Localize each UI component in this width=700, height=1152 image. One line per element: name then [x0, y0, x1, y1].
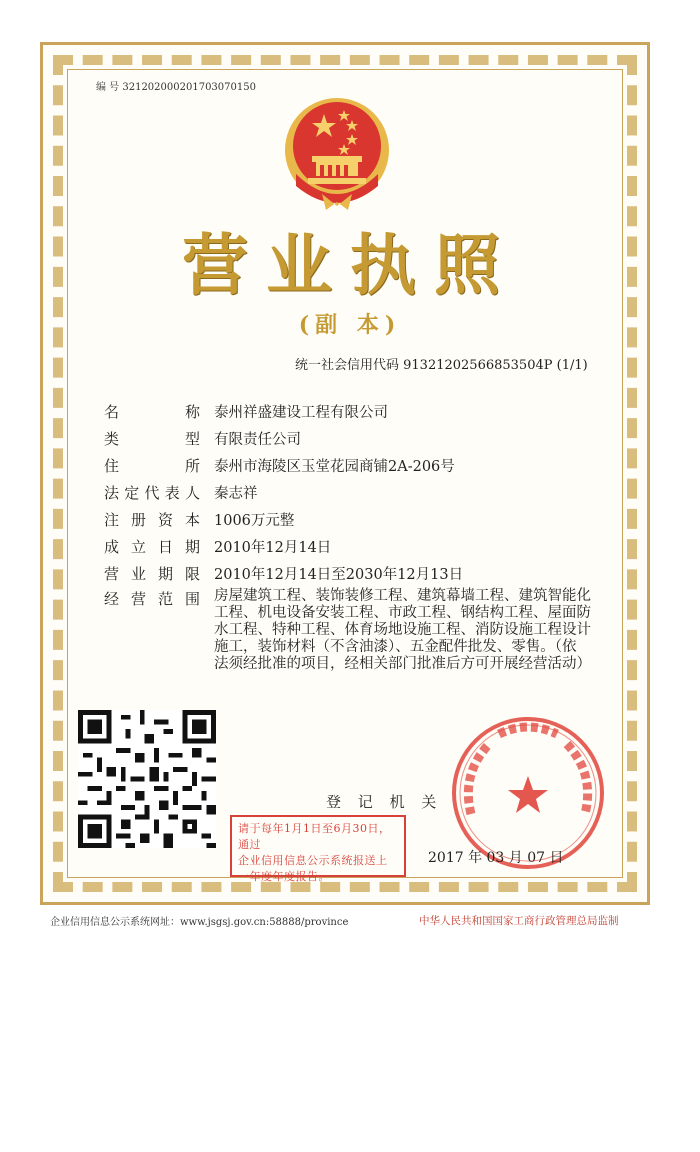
footer-issuer: 中华人民共和国国家工商行政管理总局监制 — [419, 915, 619, 927]
field-label-term: 营业期限 — [104, 565, 200, 583]
field-value-legal-rep: 秦志祥 — [214, 486, 258, 502]
scope-line: 工程、机电设备安装工程、市政工程、钢结构工程、屋面防 — [214, 605, 591, 621]
field-value-capital: 1006万元整 — [214, 513, 295, 529]
notice-line: 请于每年1月1日至6月30日，通过 — [238, 822, 391, 851]
field-value-type: 有限责任公司 — [214, 432, 301, 448]
scope-line: 水工程、特种工程、体育场地设施工程、消防设施工程设计 — [214, 622, 591, 638]
scope-line: 法须经批准的项目，经相关部门批准后方可开展经营活动） — [214, 656, 591, 672]
qr-code-icon[interactable] — [78, 710, 216, 848]
notice-line: 一年度年度报告。 — [238, 870, 330, 883]
national-emblem-icon — [282, 94, 392, 212]
issue-date: 2017 年 03 月 07 日 — [428, 850, 564, 866]
annual-report-notice-stamp — [230, 815, 406, 883]
field-label-established: 成立日期 — [104, 538, 200, 556]
field-label-address: 住所 — [104, 457, 200, 475]
serial-number: 编 号 321202000201703070150 — [96, 82, 256, 93]
field-label-type: 类型 — [104, 430, 200, 448]
field-value-established: 2010年12月14日 — [214, 540, 332, 556]
scope-line: 施工，装饰材料（不含油漆）、五金配件批发、零售。（依 — [214, 639, 577, 655]
field-label-scope: 经营范围 — [104, 590, 200, 608]
field-label-name: 名称 — [104, 403, 200, 421]
certificate-title: 营业执照 — [182, 226, 518, 304]
field-value-name: 泰州祥盛建设工程有限公司 — [214, 405, 388, 421]
field-value-address: 泰州市海陵区玉堂花园商铺2A-206号 — [214, 459, 455, 475]
footer-website: 企业信用信息公示系统网址：www.jsgsj.gov.cn:58888/province — [50, 917, 349, 928]
field-label-capital: 注册资本 — [104, 511, 200, 529]
credit-code: 统一社会信用代码 91321202566853504P (1/1) — [295, 358, 588, 373]
scope-line: 房屋建筑工程、装饰装修工程、建筑幕墙工程、建筑智能化 — [214, 588, 591, 604]
business-scope — [214, 588, 604, 673]
field-value-term: 2010年12月14日至2030年12月13日 — [214, 567, 464, 583]
certificate-subtitle: (副 本) — [298, 312, 402, 338]
notice-line: 企业信用信息公示系统报送上 — [238, 854, 388, 867]
registration-authority-label: 登 记 机 关 — [326, 793, 443, 811]
field-label-legal-rep: 法定代表人 — [104, 484, 200, 502]
